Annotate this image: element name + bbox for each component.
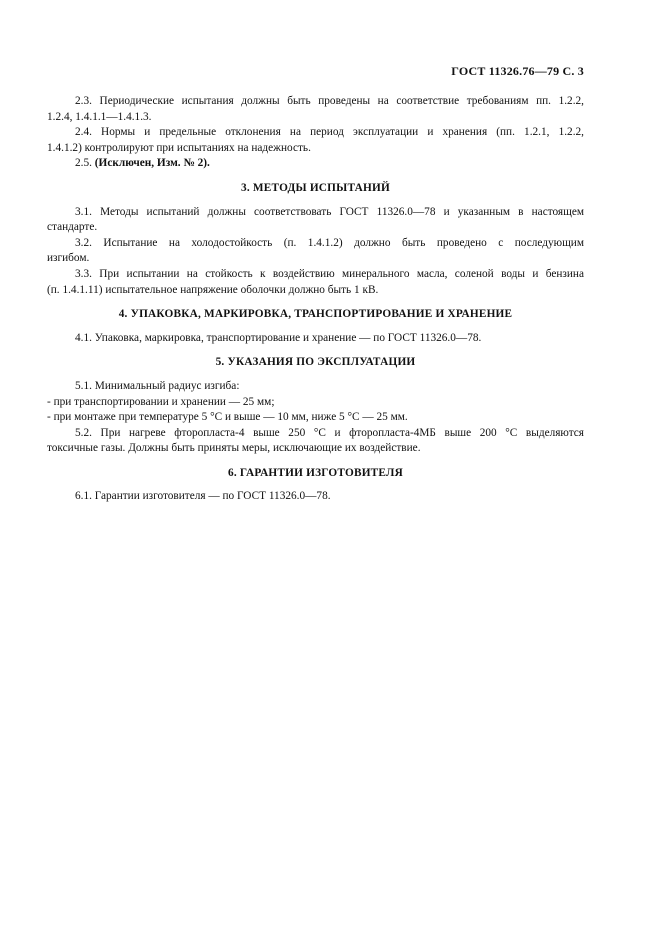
paragraph-line: (п. 1.4.1.11) испытательное напряжение оболочки должно быть 1 кВ. <box>47 283 379 296</box>
paragraph-line: изгибом. <box>47 252 90 265</box>
section-heading-6: 6. ГАРАНТИИ ИЗГОТОВИТЕЛЯ <box>228 466 403 479</box>
paragraph-line: 2.3. Периодические испытания должны быть проведены на соответствие требованиям пп. 1.2.2, <box>75 95 584 107</box>
paragraph-line: 3.3. При испытании на стойкость к воздействию минерального масла, соленой воды и бензина <box>75 267 584 280</box>
paragraph-2-3 <box>47 94 584 125</box>
paragraph-5-2 <box>47 426 584 457</box>
paragraph-5-1 <box>47 379 584 395</box>
paragraph-line: 2.4. Нормы и предельные отклонения на период эксплуатации и хранения (пп. 1.2.1, 1.2.2, <box>75 126 584 139</box>
paragraph-line: 6.1. Гарантии изготовителя — по ГОСТ 11326.0—78. <box>75 490 331 503</box>
paragraph-2-4 <box>47 125 584 156</box>
paragraph-line: токсичные газы. Должны быть приняты меры, исключающие их воздействие. <box>47 442 421 455</box>
paragraph-line: 1.4.1.2) контролируют при испытаниях на надежность. <box>47 141 311 154</box>
list-item: - при монтаже при температуре 5 °С и выше — 10 мм, ниже 5 °С — 25 мм. <box>47 411 408 424</box>
paragraph-line: 3.1. Методы испытаний должны соответствовать ГОСТ 11326.0—78 и указанным в настоящем <box>75 205 584 218</box>
paragraph-line: 4.1. Упаковка, маркировка, транспортирование и хранение — по ГОСТ 11326.0—78. <box>75 331 482 344</box>
paragraph-line: стандарте. <box>47 221 98 234</box>
paragraph-line: 1.2.4, 1.4.1.1—1.4.1.3. <box>47 110 152 123</box>
paragraph-line: 3.2. Испытание на холодостойкость (п. 1.4.1.2) должно быть проведено с последующим <box>75 236 584 249</box>
section-heading-3: 3. МЕТОДЫ ИСПЫТАНИЙ <box>241 181 390 194</box>
document-body <box>47 94 584 505</box>
paragraph-line: 5.1. Минимальный радиус изгиба: <box>75 379 240 392</box>
paragraph-4-1 <box>47 331 584 347</box>
bullet-list <box>47 395 584 426</box>
paragraph-3-2 <box>47 236 584 267</box>
paragraph-6-1 <box>47 489 584 505</box>
page-header: ГОСТ 11326.76—79 С. 3 <box>451 64 584 78</box>
paragraph-3-1 <box>47 205 584 236</box>
clause-number: 2.5. <box>75 157 92 170</box>
paragraph-3-3 <box>47 267 584 298</box>
section-heading-4: 4. УПАКОВКА, МАРКИРОВКА, ТРАНСПОРТИРОВАНИЕ И ХРАНЕНИЕ <box>118 308 513 321</box>
paragraph-2-5 <box>47 156 584 172</box>
paragraph-line: 5.2. При нагреве фторопласта-4 выше 250 °С и фторопласта-4МБ выше 200 °С выделяются <box>75 426 584 439</box>
paragraph-line <box>47 156 584 172</box>
section-heading-5: 5. УКАЗАНИЯ ПО ЭКСПЛУАТАЦИИ <box>215 356 416 369</box>
list-item: - при транспортировании и хранении — 25 мм; <box>47 395 275 408</box>
excluded-note: (Исключен, Изм. № 2). <box>94 157 210 170</box>
